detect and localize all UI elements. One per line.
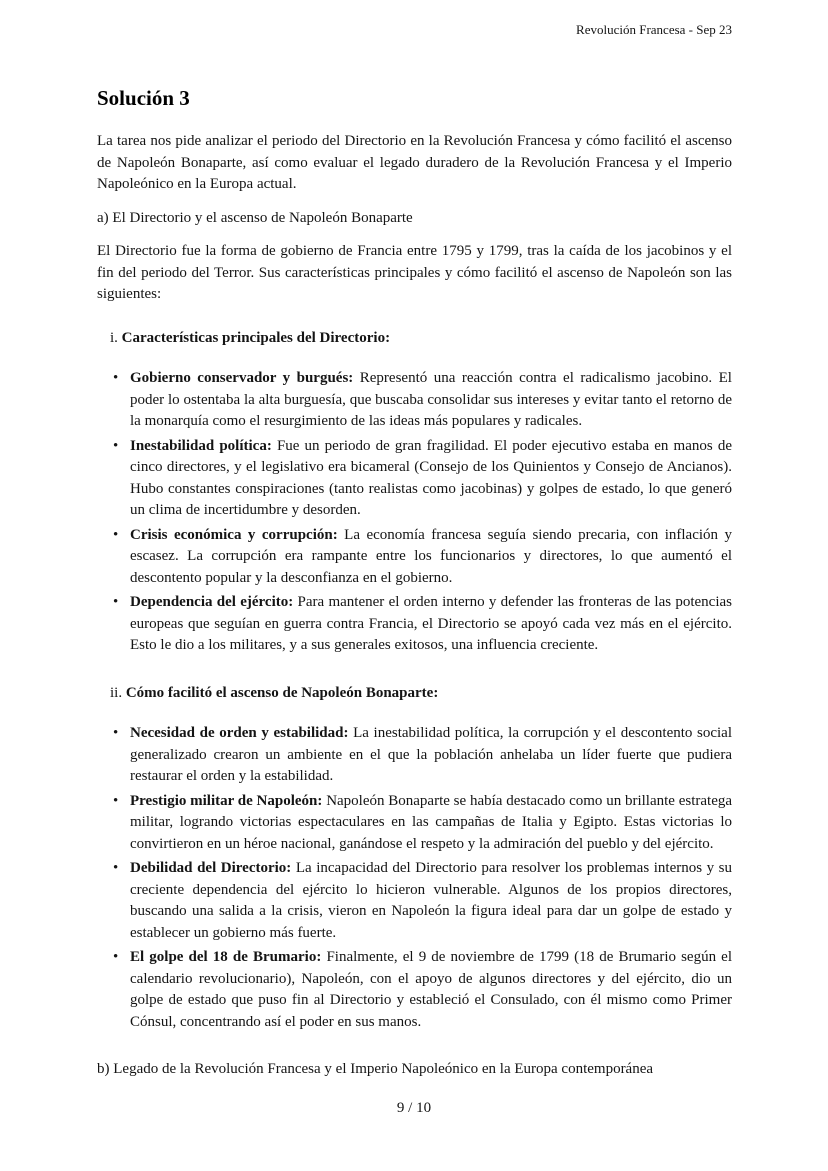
list-item-text: La economía francesa seguía siendo precaria, con inflación y escasez. La corrupción era rampante entre los funcionarios y directores, lo que aumentó el descontento popular y la desconfianza en el gobierno.	[130, 526, 732, 586]
bullet-marker: •	[113, 860, 119, 876]
list-item-lead: El golpe del 18 de Brumario:	[130, 949, 322, 965]
list-i-items	[97, 368, 732, 657]
list-ii-heading	[97, 683, 732, 705]
list-item-text: Finalmente, el 9 de noviembre de 1799 (18 de Brumario según el calendario revolucionario), Napoleón, con el apoyo de algunos directores y del ejército, dio un golpe de estado que puso fin al Directorio y estableció el Consulado, con él mismo como Primer Cónsul, concentrando así el poder en sus manos.	[130, 949, 733, 1030]
list-item	[113, 436, 732, 522]
list-item	[113, 368, 732, 433]
intro-paragraph: La tarea nos pide analizar el periodo del Directorio en la Revolución Francesa y cómo facilitó el ascenso de Napoleón Bonaparte, así como evaluar el legado duradero de la Revolución Francesa y el Imperio Napoleónico en la Europa actual.	[97, 133, 732, 192]
section-a-label: a) El Directorio y el ascenso de Napoleón Bonaparte	[97, 209, 413, 226]
list-item-text: La inestabilidad política, la corrupción y el descontento social generalizado crearon un ambiente en el que la población anhelaba un líder fuerte que pudiera restaurar el orden y la estabilidad.	[130, 725, 733, 784]
list-i-marker: i.	[110, 329, 118, 346]
section-b-label: b) Legado de la Revolución Francesa y el Imperio Napoleónico en la Europa contemporánea	[97, 1061, 654, 1077]
page-footer	[0, 1100, 828, 1117]
list-item-lead: Crisis económica y corrupción:	[130, 526, 338, 543]
list-ii-heading-text: Cómo facilitó el ascenso de Napoleón Bonaparte:	[125, 684, 439, 701]
list-ii-marker: ii.	[110, 684, 123, 701]
header-running-title: Revolución Francesa - Sep 23	[576, 22, 732, 37]
list-item-lead: Gobierno conservador y burgués:	[130, 370, 354, 386]
list-item-text: Representó una reacción contra el radicalismo jacobino. El poder lo ostentaba la alta burguesía, que buscaba consolidar sus intereses y evitar tanto el retorno de la monarquía como el resurgimiento de las ideas más populares y radicales.	[130, 370, 732, 429]
list-i-heading-text: Características principales del Directorio:	[121, 329, 391, 346]
bullet-marker: •	[113, 594, 119, 610]
bullet-marker: •	[113, 370, 119, 386]
list-item	[113, 723, 732, 788]
list-ii-items	[97, 723, 732, 1033]
list-item-text: Fue un periodo de gran fragilidad. El poder ejecutivo estaba en manos de cinco directores, y el legislativo era bicameral (Consejo de los Quinientos y Consejo de Ancianos). Hubo constantes conspiraciones (tanto realistas como jacobinas) y golpes de estado, lo que generó un clima de incertidumbre y desorden.	[130, 437, 732, 518]
list-item-lead: Prestigio militar de Napoleón:	[130, 792, 323, 809]
list-ii-block	[97, 683, 732, 1034]
list-item	[113, 525, 732, 590]
list-i-heading	[97, 328, 732, 350]
list-item-text: Napoleón Bonaparte se había destacado como un brillante estratega militar, logrando victorias espectaculares en las campañas de Italia y Egipto. Estas victorias lo convirtieron en un héroe nacional, ganándose el respeto y la admiración del pueblo y del ejército.	[130, 792, 733, 852]
bullet-marker: •	[113, 526, 119, 543]
bullet-marker: •	[113, 949, 119, 965]
page-number: 9 / 10	[396, 1100, 432, 1116]
solution-title: Solución 3	[97, 86, 190, 110]
bullet-marker: •	[113, 792, 119, 809]
bullet-marker: •	[113, 725, 119, 741]
list-item-lead: Dependencia del ejército:	[130, 594, 294, 610]
list-item	[113, 858, 732, 944]
list-item	[113, 592, 732, 657]
bullet-marker: •	[113, 437, 119, 454]
list-item-lead: Inestabilidad política:	[130, 437, 272, 454]
list-item-lead: Necesidad de orden y estabilidad:	[130, 725, 349, 741]
list-item-text: La incapacidad del Directorio para resolver los problemas internos y su creciente dependencia del ejército lo hicieron vulnerable. Algunos de los propios directores, buscando una salida a la crisis, vieron en Napoleón la figura ideal para dar un golpe de estado y establecer un gobierno más fuerte.	[130, 860, 732, 941]
list-item-text: Para mantener el orden interno y defender las fronteras de las potencias europeas que seguían en guerra contra Francia, el Directorio se apoyó cada vez más en el ejército. Esto le dio a los militares, y a sus generales exitosos, una influencia creciente.	[130, 594, 732, 653]
list-item	[113, 791, 732, 856]
list-item	[113, 947, 732, 1033]
list-i-block	[97, 328, 732, 657]
list-item-lead: Debilidad del Directorio:	[130, 860, 292, 876]
page-header	[97, 22, 732, 38]
section-a-intro: El Directorio fue la forma de gobierno de Francia entre 1795 y 1799, tras la caída de los jacobinos y el fin del periodo del Terror. Sus características principales y cómo facilitó el ascenso de Napoleón son las siguientes:	[97, 243, 732, 302]
